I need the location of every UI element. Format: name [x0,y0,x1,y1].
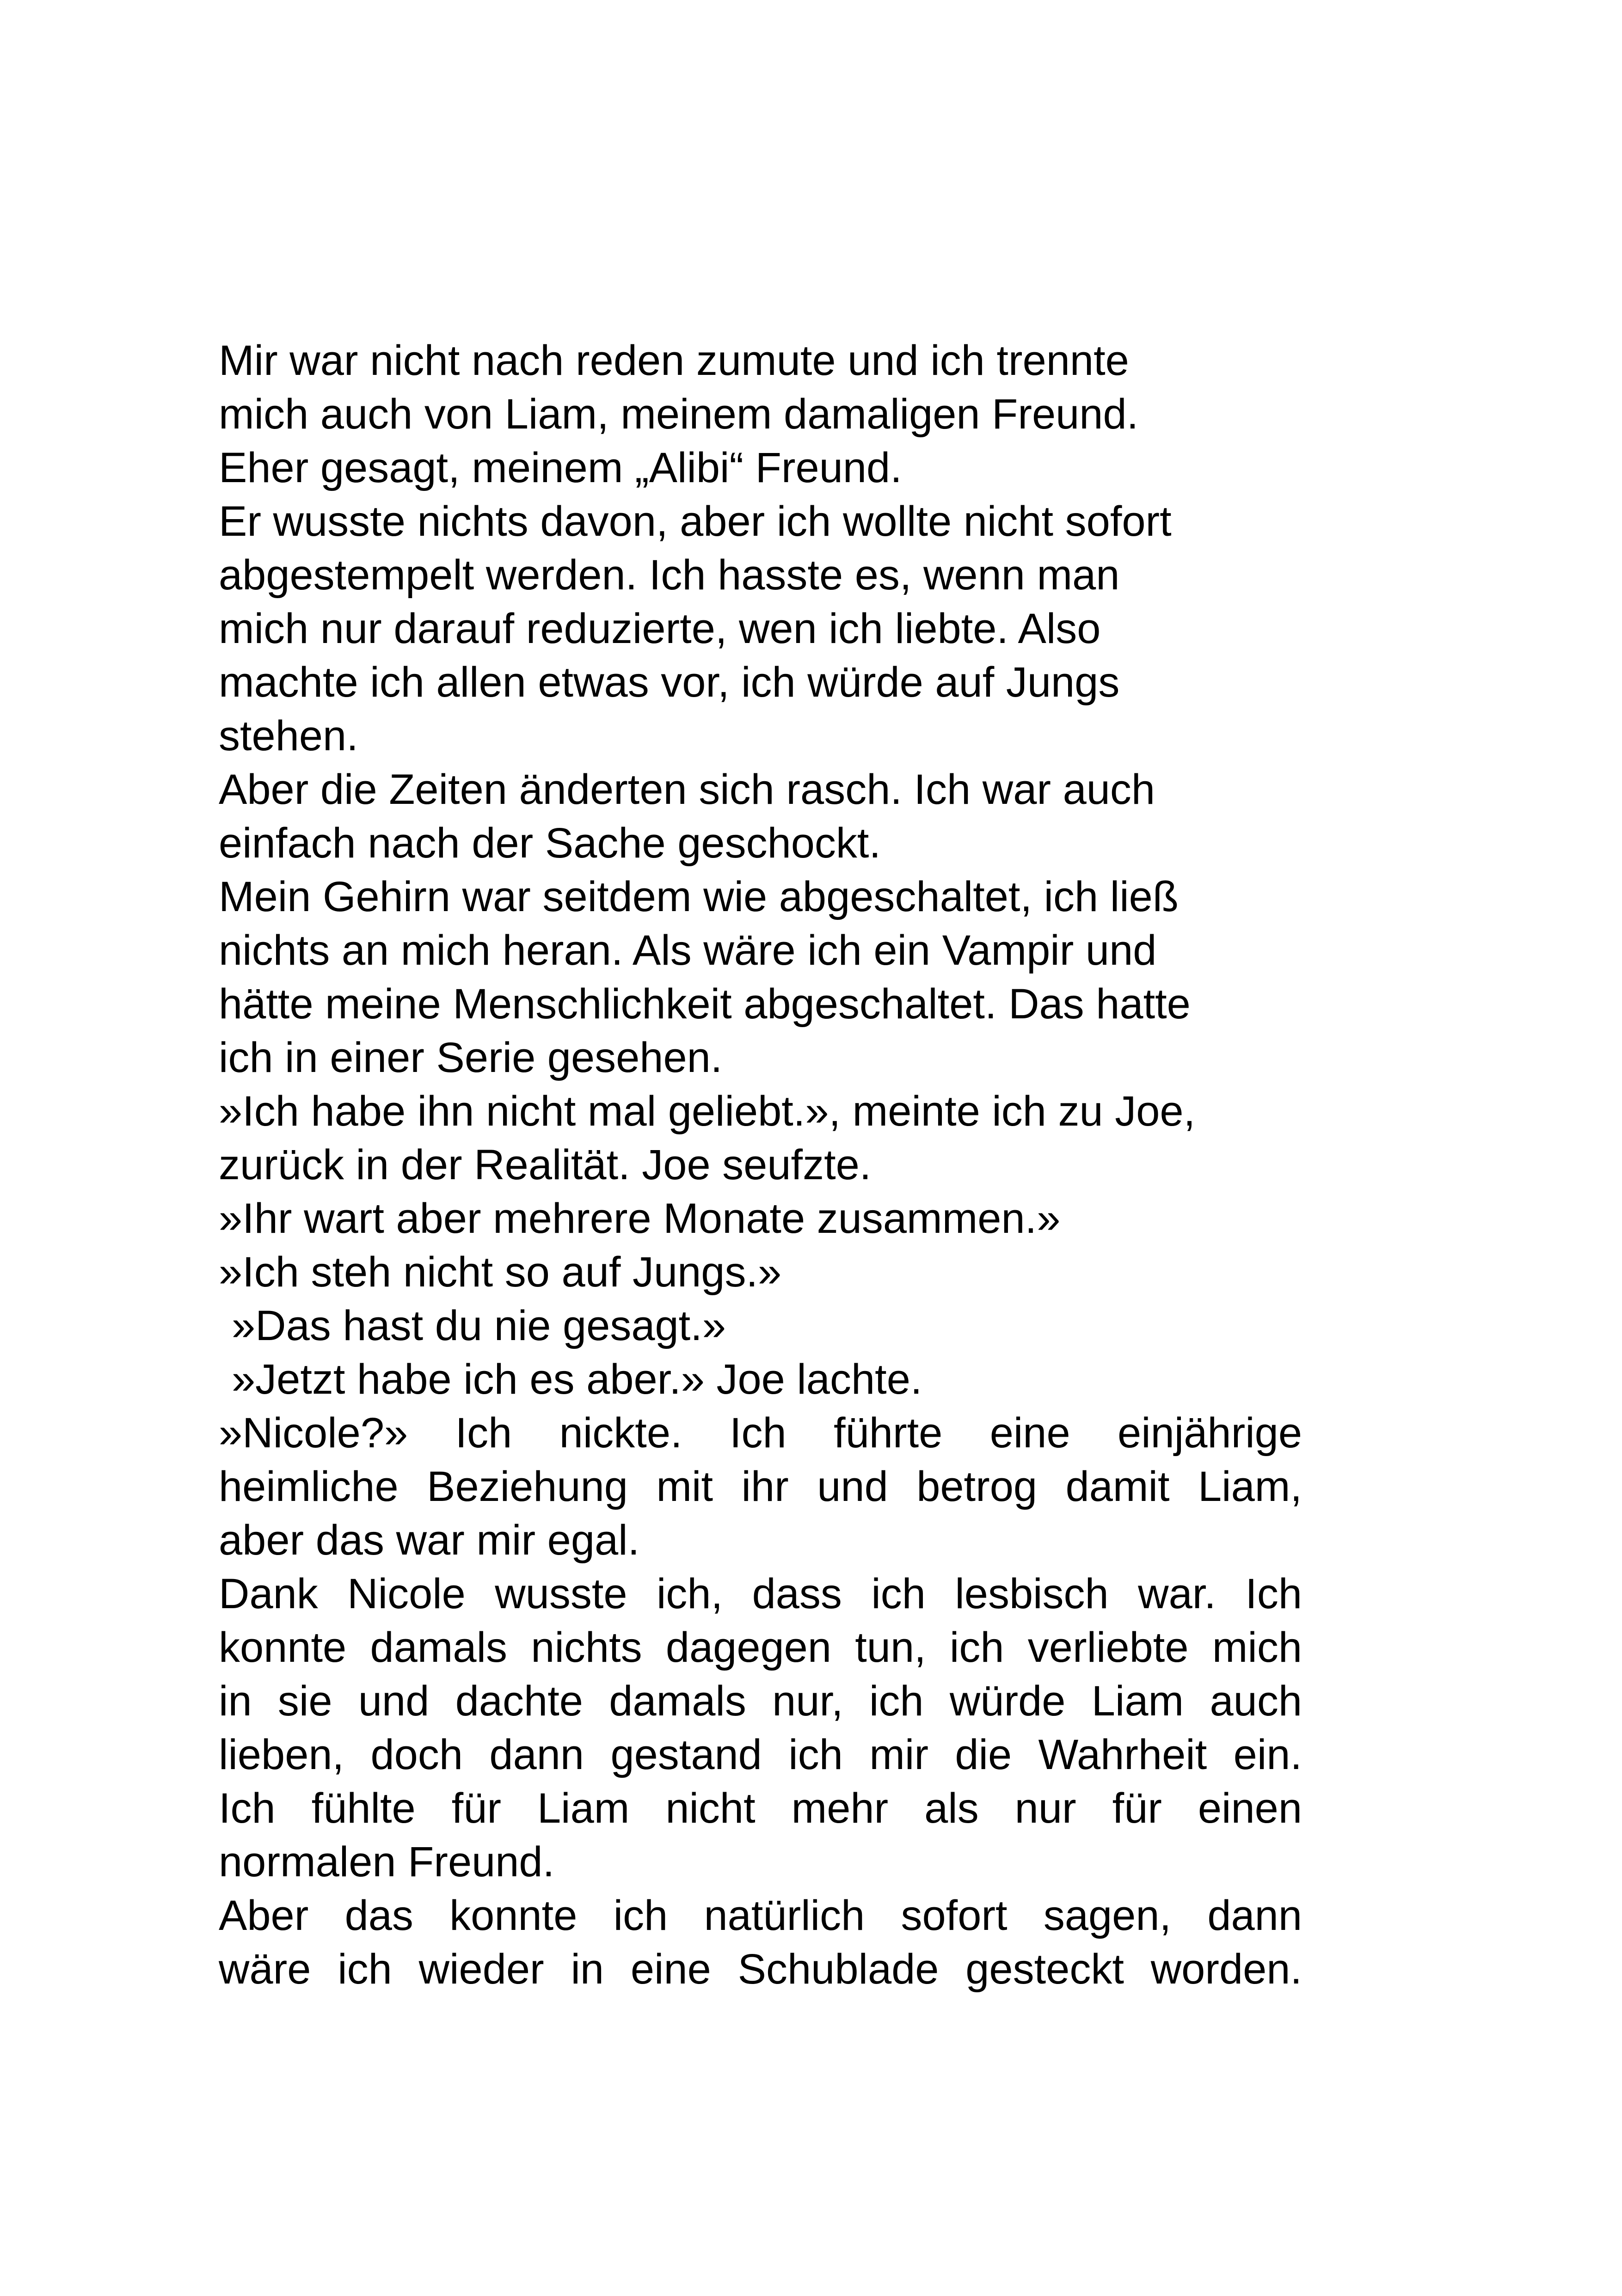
text-line: »Ihr wart aber mehrere Monate zusammen.» [219,1195,1061,1242]
text-line: Mir war nicht nach reden zumute und ich trennte [219,337,1129,384]
paragraph [219,1084,1302,1192]
text-line: »Ich steh nicht so auf Jungs.» [219,1249,782,1296]
text-line: konnte damals nichts dagegen tun, ich verliebte mich [219,1624,1302,1671]
text-line: aber das war mir egal. [219,1517,640,1564]
text-line: Ich fühlte für Liam nicht mehr als nur für einen [219,1785,1302,1832]
paragraph [219,1245,1302,1299]
text-line: »Das hast du nie gesagt.» [232,1302,726,1349]
text-line: Er wusste nichts davon, aber ich wollte nicht sofort [219,498,1172,545]
text-line: in sie und dachte damals nur, ich würde Liam auch [219,1678,1302,1725]
paragraph [219,1299,1302,1353]
paragraph [219,495,1302,763]
text-line: »Ich habe ihn nicht mal geliebt.», meinte ich zu Joe, [219,1088,1196,1135]
text-line: Aber die Zeiten änderten sich rasch. Ich war auch [219,766,1155,813]
text-line: lieben, doch dann gestand ich mir die Wahrheit ein. [219,1731,1302,1778]
text-line: machte ich allen etwas vor, ich würde auf Jungs [219,659,1120,706]
text-line: mich nur darauf reduzierte, wen ich liebte. Also [219,605,1101,652]
paragraph [219,1353,1302,1406]
text-line: Mein Gehirn war seitdem wie abgeschaltet, ich ließ [219,873,1179,920]
paragraph [219,1889,1302,1996]
paragraph [219,870,1302,1084]
paragraph [219,1192,1302,1245]
text-line: »Jetzt habe ich es aber.» Joe lachte. [232,1356,922,1403]
text-line: Aber das konnte ich natürlich sofort sagen, dann [219,1892,1302,1939]
text-line: »Nicole?» Ich nickte. Ich führte eine einjährige [219,1409,1302,1457]
text-line: hätte meine Menschlichkeit abgeschaltet. Das hatte [219,980,1191,1028]
body-text [219,334,1302,1996]
text-line: ich in einer Serie gesehen. [219,1034,723,1081]
text-line: normalen Freund. [219,1838,555,1886]
text-line: zurück in der Realität. Joe seufzte. [219,1141,872,1188]
text-line: mich auch von Liam, meinem damaligen Freund. [219,391,1139,438]
text-line: einfach nach der Sache geschockt. [219,820,881,867]
paragraph [219,334,1302,495]
text-line: Dank Nicole wusste ich, dass ich lesbisch war. Ich [219,1570,1302,1617]
text-line: stehen. [219,712,358,759]
paragraph [219,763,1302,870]
text-line: Eher gesagt, meinem „Alibi“ Freund. [219,444,902,491]
text-line: heimliche Beziehung mit ihr und betrog damit Liam, [219,1463,1302,1510]
text-line: wäre ich wieder in eine Schublade gesteckt worden. [219,1946,1302,1993]
paragraph [219,1406,1302,1567]
text-line: nichts an mich heran. Als wäre ich ein Vampir und [219,927,1157,974]
paragraph [219,1567,1302,1889]
text-line: abgestempelt werden. Ich hasste es, wenn man [219,551,1120,599]
